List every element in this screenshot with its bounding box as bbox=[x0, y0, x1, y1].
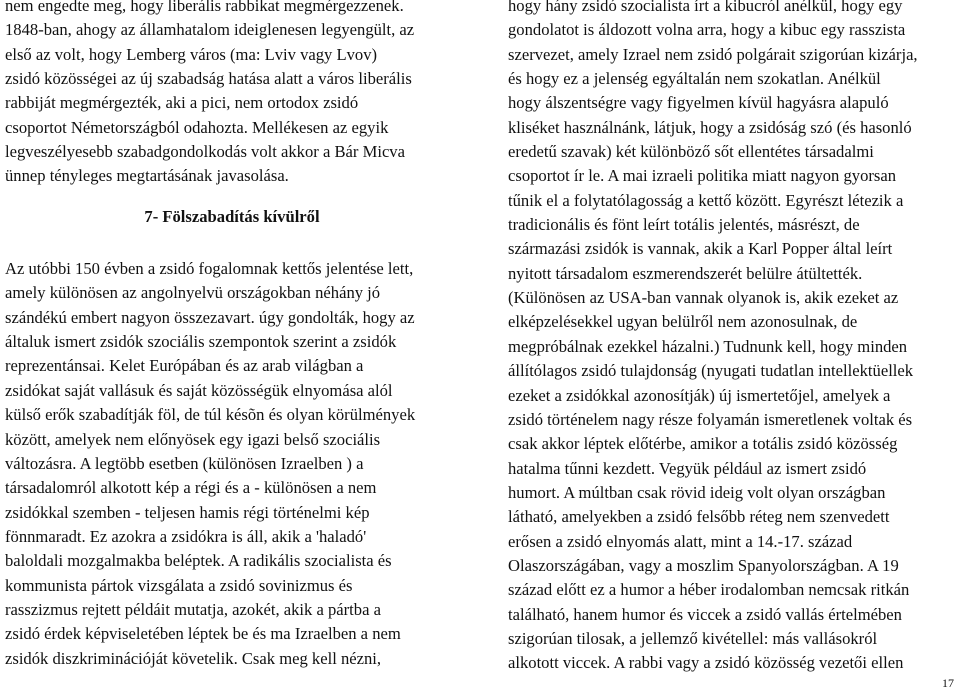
text-line: általuk ismert zsidók szociális szempontok szerint a zsidók bbox=[5, 332, 397, 352]
text-line: tradicionális és fönt leírt totális jelentés, másrészt, de bbox=[508, 215, 860, 235]
text-line: változásra. A legtöbb esetben (különösen Izraelben ) a bbox=[5, 453, 364, 473]
section-heading: 7- Fölszabadítás kívülről bbox=[144, 206, 320, 226]
text-line: zsidó közösségei az új szabadság hatása alatt a város liberális bbox=[5, 69, 412, 89]
text-line: látható, amelyekben a zsidó felsőbb réteg nem szenvedett bbox=[508, 507, 890, 527]
text-line: Olaszországában, vagy a moszlim Spanyolországban. A 19 bbox=[508, 555, 899, 575]
text-line: csoportot ír le. A mai izraeli politika miatt nagyon gyorsan bbox=[508, 166, 897, 186]
paragraph-lemberg bbox=[5, 0, 457, 189]
paragraph-double-meaning bbox=[5, 257, 457, 671]
text-line: származási zsidók is vannak, akik a Karl Popper által leírt bbox=[508, 239, 893, 259]
text-line: nem engedte meg, hogy liberális rabbikat megmérgezzenek. bbox=[5, 0, 404, 15]
text-line: megpróbálnak ezekkel házalni.) Tudnunk kell, hogy minden bbox=[508, 336, 908, 356]
text-line: állítólagos zsidó tulajdonság (nyugati tudatlan intellektüellek bbox=[508, 361, 914, 381]
text-line: található, hanem humor és viccek a zsidó vallás értelmében bbox=[508, 604, 902, 624]
text-line: baloldali mozgalmakba beléptek. A radikális szocialista és bbox=[5, 551, 392, 571]
text-line: humort. A múltban csak rövid ideig volt olyan országban bbox=[508, 482, 886, 502]
text-line: között, amelyek nem előnyösek egy igazi belső szociális bbox=[5, 429, 381, 449]
text-line: hogy álszentségre vagy figyelmen kívül hagyásra alapuló bbox=[508, 93, 889, 113]
text-line: gondolatot is áldozott volna arra, hogy a kibuc egy rasszista bbox=[508, 20, 906, 40]
text-line: szervezet, amely Izrael nem zsidó polgárait szigorúan kizárja, bbox=[508, 44, 918, 64]
text-line: zsidókkal szemben - teljesen hamis régi történelmi kép bbox=[5, 502, 370, 522]
text-line: fönnmaradt. Ez azokra a zsidókra is áll, akik a 'haladó' bbox=[5, 526, 367, 546]
text-line: Az utóbbi 150 évben a zsidó fogalomnak kettős jelentése lett, bbox=[5, 259, 414, 279]
text-line: rasszizmus rejtett példáit mutatja, azokét, akik a pártba a bbox=[5, 599, 381, 619]
text-line: társadalomról alkotott kép a régi és a - különösen a nem bbox=[5, 478, 377, 498]
paragraph-kibbutz bbox=[508, 0, 955, 676]
text-line: első az volt, hogy Lemberg város (ma: Lviv vagy Lvov) bbox=[5, 44, 378, 64]
text-line: (Különösen az USA-ban vannak olyanok is, akik ezeket az bbox=[508, 288, 899, 308]
text-line: tűnik el a folytatólagosság a kettő között. Egyrészt létezik a bbox=[508, 190, 904, 210]
text-line: hatalma tűnni kezdett. Vegyük például az ismert zsidó bbox=[508, 458, 867, 478]
text-line: reprezentánsai. Kelet Európában és az arab világban a bbox=[5, 356, 364, 376]
text-line: erősen a zsidó elnyomás alatt, mint a 14.-17. század bbox=[508, 531, 853, 551]
text-line: hogy hány zsidó szocialista írt a kibucról anélkül, hogy egy bbox=[508, 0, 903, 15]
text-line: legveszélyesebb szabadgondolkodás volt akkor a Bár Micva bbox=[5, 142, 405, 162]
text-line: 1848-ban, ahogy az államhatalom ideiglenesen legyengült, az bbox=[5, 20, 415, 40]
text-line: szigorúan tilosak, a jellemző kivétellel: más vallásokról bbox=[508, 628, 878, 648]
text-line: ünnep tényleges megtartásának javasolása. bbox=[5, 166, 289, 186]
text-line: század előtt ez a humor a héber irodalomban nemcsak ritkán bbox=[508, 580, 910, 600]
text-line: zsidó történelem nagy része folyamán ismeretlenek voltak és bbox=[508, 409, 913, 429]
text-line: zsidókat saját vallásuk és saját közösségük elnyomása alól bbox=[5, 380, 393, 400]
text-line: zsidó érdek képviseletében léptek be és ma Izraelben a nem bbox=[5, 624, 401, 644]
right-column bbox=[508, 0, 955, 676]
text-line: elképzelésekkel ugyan belülről nem azonosulnak, de bbox=[508, 312, 858, 332]
text-line: szándékú embert nagyon összezavart. úgy gondolták, hogy az bbox=[5, 307, 415, 327]
page-number: 17 bbox=[942, 676, 954, 690]
text-line: kommunista pártok vizsgálata a zsidó sovinizmus és bbox=[5, 575, 353, 595]
text-line: kliséket használnánk, látjuk, hogy a zsidóság szó (és hasonló bbox=[508, 117, 912, 137]
text-line: alkotott viccek. A rabbi vagy a zsidó közösség vezetői ellen bbox=[508, 653, 904, 673]
text-line: csak akkor léptek előtérbe, amikor a totális zsidó közösség bbox=[508, 434, 898, 454]
text-line: külső erők szabadítják föl, de túl késõn és olyan körülmények bbox=[5, 405, 416, 425]
text-line: zsidók diszkriminációját követelik. Csak meg kell nézni, bbox=[5, 648, 382, 668]
text-line: rabbiját megmérgezték, aki a pici, nem ortodox zsidó bbox=[5, 93, 359, 113]
text-line: csoportot Németországból odahozta. Mellékesen az egyik bbox=[5, 117, 389, 137]
text-line: amely különösen az angolnyelvü országokban néhány jó bbox=[5, 283, 381, 303]
left-column bbox=[5, 0, 457, 671]
text-line: ezeket a zsidókkal azonosítják) új ismertetőjel, amelyek a bbox=[508, 385, 891, 405]
text-line: nyitott társadalom eszmerendszerét belülre átültették. bbox=[508, 263, 863, 283]
text-line: eredetű szavak) két különböző sőt ellentétes társadalmi bbox=[508, 142, 874, 162]
text-line: és hogy ez a jelenség egyáltalán nem szokatlan. Anélkül bbox=[508, 69, 881, 89]
